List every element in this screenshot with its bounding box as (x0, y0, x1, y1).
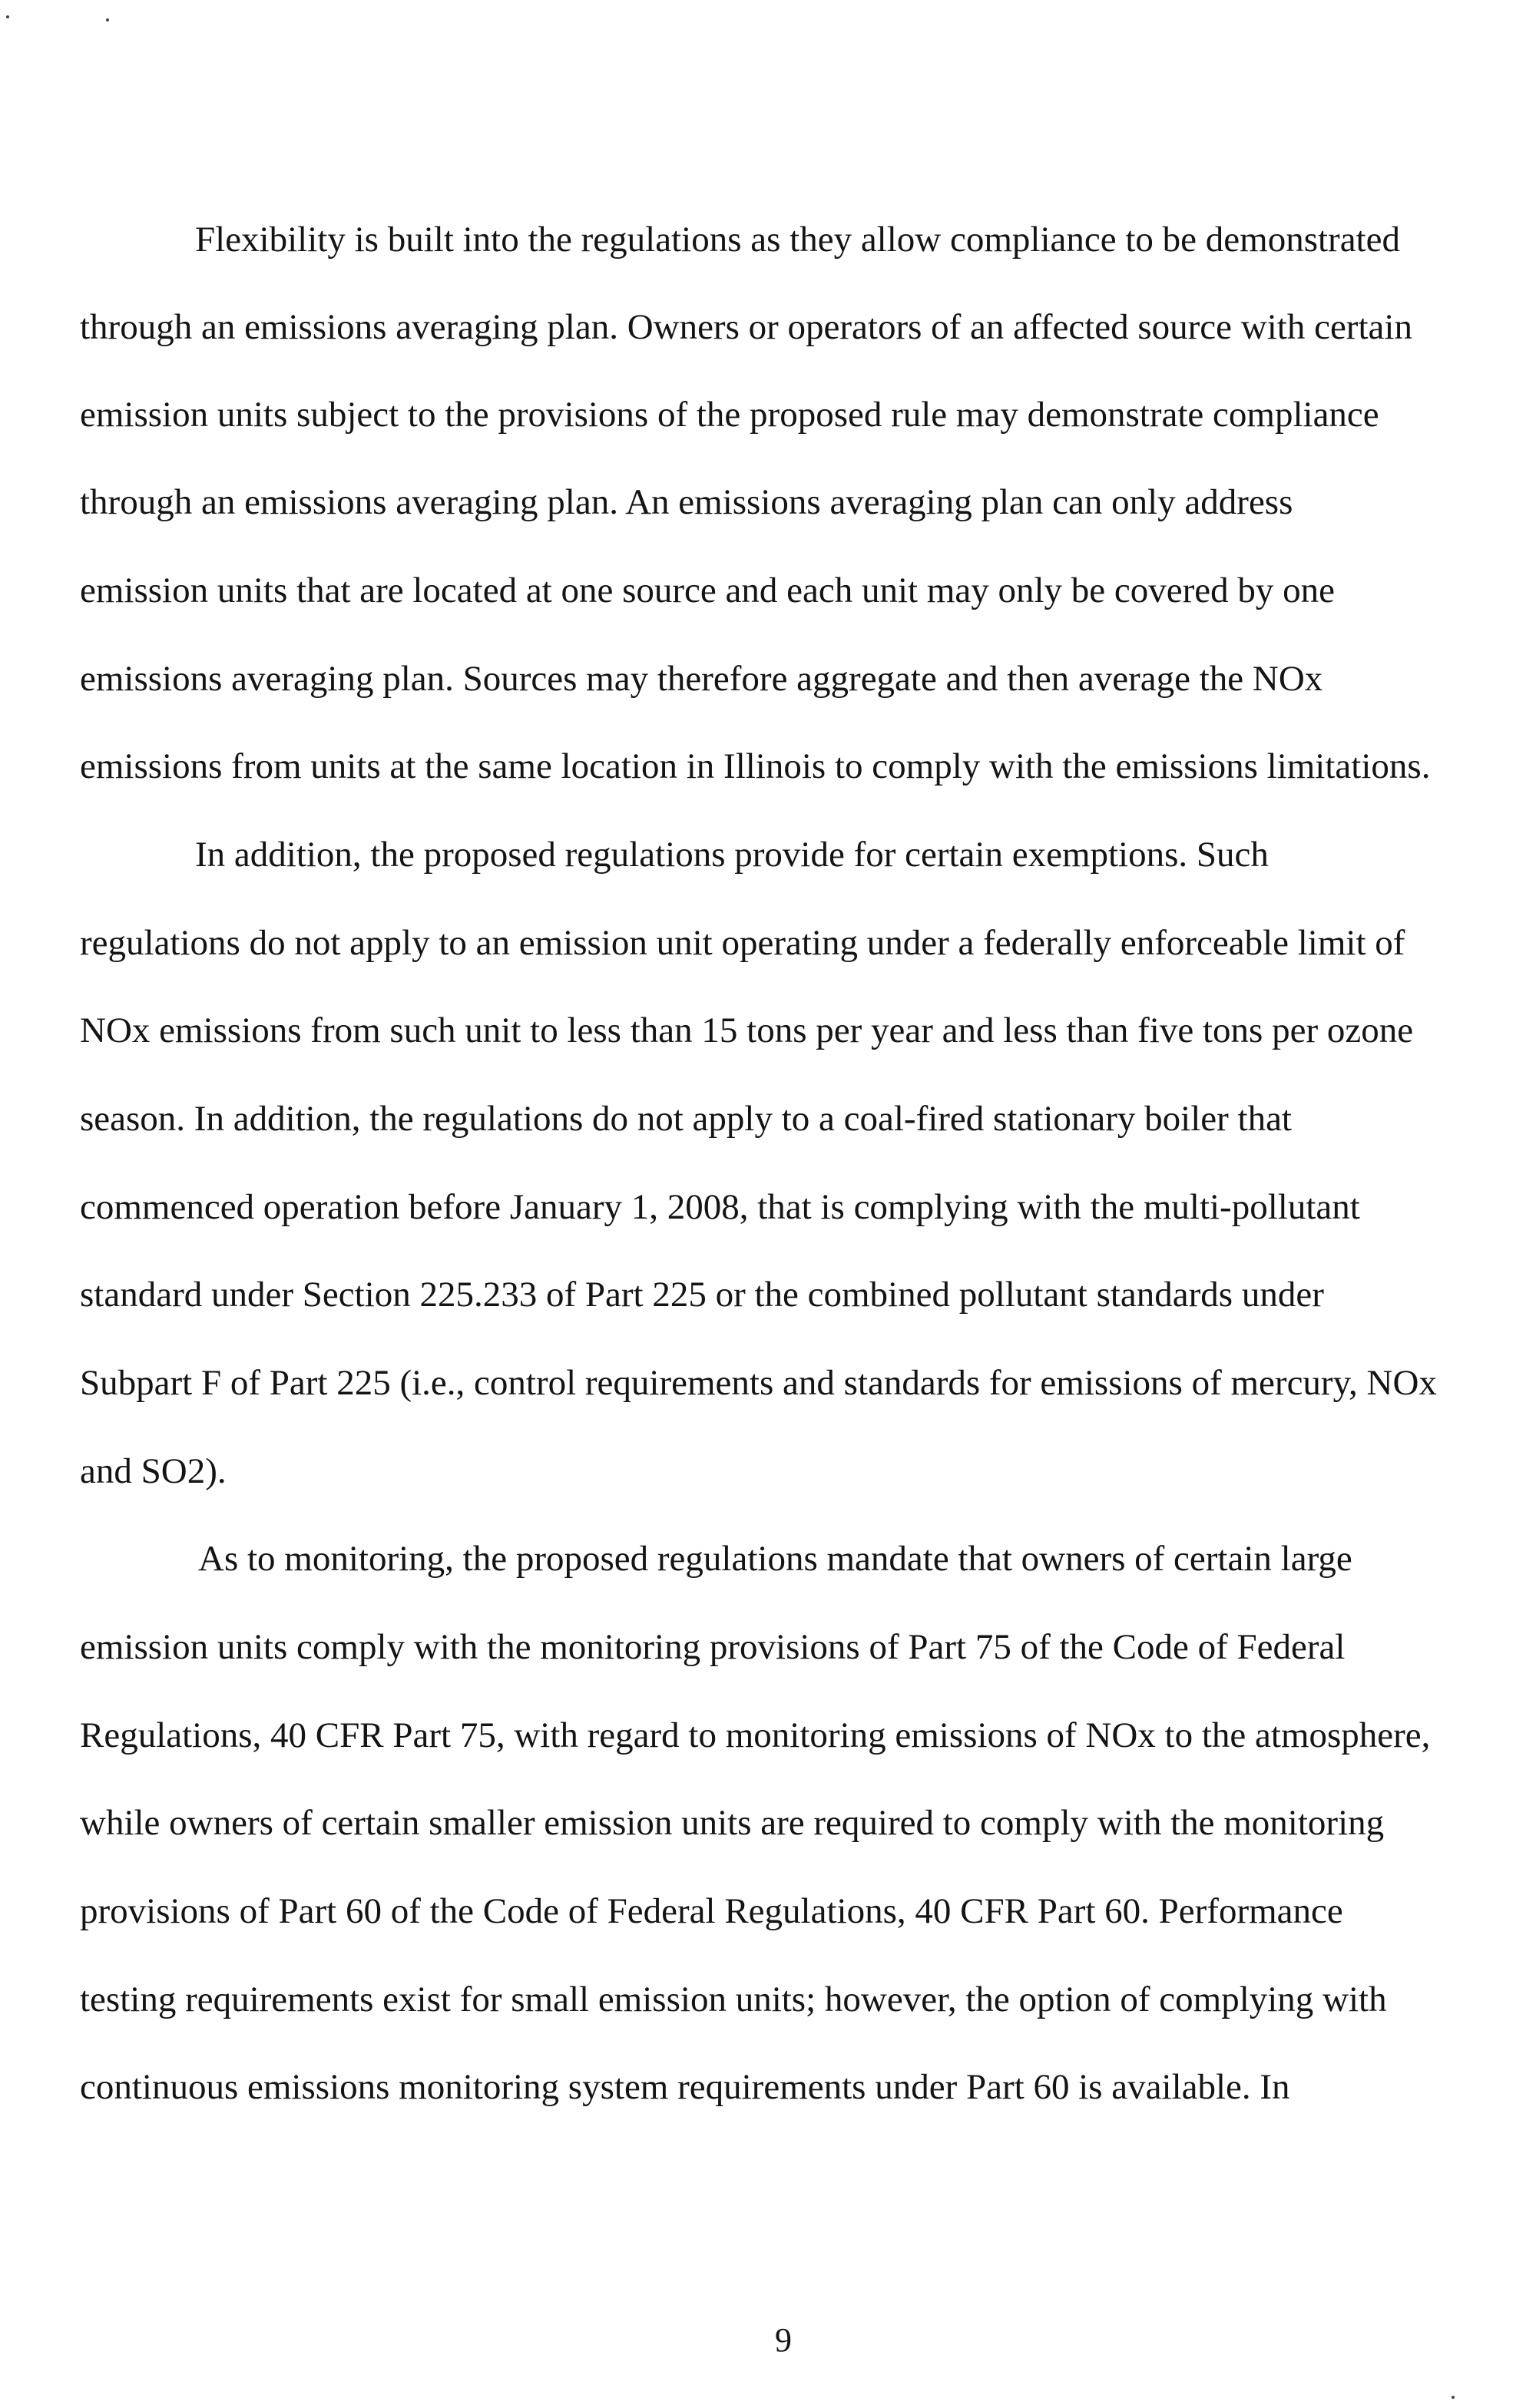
paragraph-1-line-3: emission units subject to the provisions of the proposed rule may demonstrate compliance (80, 395, 1379, 435)
paragraph-3-line-3: Regulations, 40 CFR Part 75, with regard to monitoring emissions of NOx to the atmosphere, (80, 1715, 1431, 1755)
paragraph-1-line-5: emission units that are located at one source and each unit may only be covered by one (80, 571, 1336, 610)
paragraph-2-line-5: commenced operation before January 1, 2008, that is complying with the multi-pollutant (80, 1187, 1360, 1227)
scan-speck (1452, 2396, 1455, 2399)
page-number: 9 (775, 2321, 792, 2359)
paragraph-2-line-1: In addition, the proposed regulations provide for certain exemptions. Such (195, 835, 1269, 875)
paragraph-3-line-2: emission units comply with the monitoring provisions of Part 75 of the Code of Federal (80, 1627, 1346, 1667)
paragraph-2-line-2: regulations do not apply to an emission unit operating under a federally enforceable limit of (80, 923, 1405, 963)
paragraph-2-line-3: NOx emissions from such unit to less than 15 tons per year and less than five tons per ozone (80, 1011, 1414, 1050)
paragraph-2-line-6: standard under Section 225.233 of Part 225 or the combined pollutant standards under (80, 1275, 1324, 1315)
paragraph-1-line-1: Flexibility is built into the regulations as they allow compliance to be demonstrated (195, 220, 1400, 260)
paragraph-3-line-1: As to monitoring, the proposed regulations mandate that owners of certain large (198, 1539, 1352, 1579)
paragraph-3-line-4: while owners of certain smaller emission units are required to comply with the monitoring (80, 1803, 1385, 1843)
paragraph-1-line-6: emissions averaging plan. Sources may therefore aggregate and then average the NOx (80, 659, 1323, 699)
paragraph-2-line-8: and SO2). (80, 1451, 227, 1491)
paragraph-1-line-4: through an emissions averaging plan. An emissions averaging plan can only address (80, 482, 1293, 522)
paragraph-3-line-7: continuous emissions monitoring system requirements under Part 60 is available. In (80, 2067, 1290, 2107)
scan-speck (106, 18, 109, 22)
paragraph-3-line-5: provisions of Part 60 of the Code of Federal Regulations, 40 CFR Part 60. Performance (80, 1891, 1343, 1931)
paragraph-2-line-4: season. In addition, the regulations do not apply to a coal-fired stationary boiler that (80, 1099, 1292, 1139)
paragraph-1-line-7: emissions from units at the same location in Illinois to comply with the emissions limitations. (80, 746, 1431, 786)
scan-speck (6, 15, 9, 18)
paragraph-1-line-2: through an emissions averaging plan. Owners or operators of an affected source with certain (80, 307, 1412, 347)
paragraph-2-line-7: Subpart F of Part 225 (i.e., control requirements and standards for emissions of mercury, NOx (80, 1363, 1437, 1403)
paragraph-3-line-6: testing requirements exist for small emission units; however, the option of complying with (80, 1980, 1387, 2019)
